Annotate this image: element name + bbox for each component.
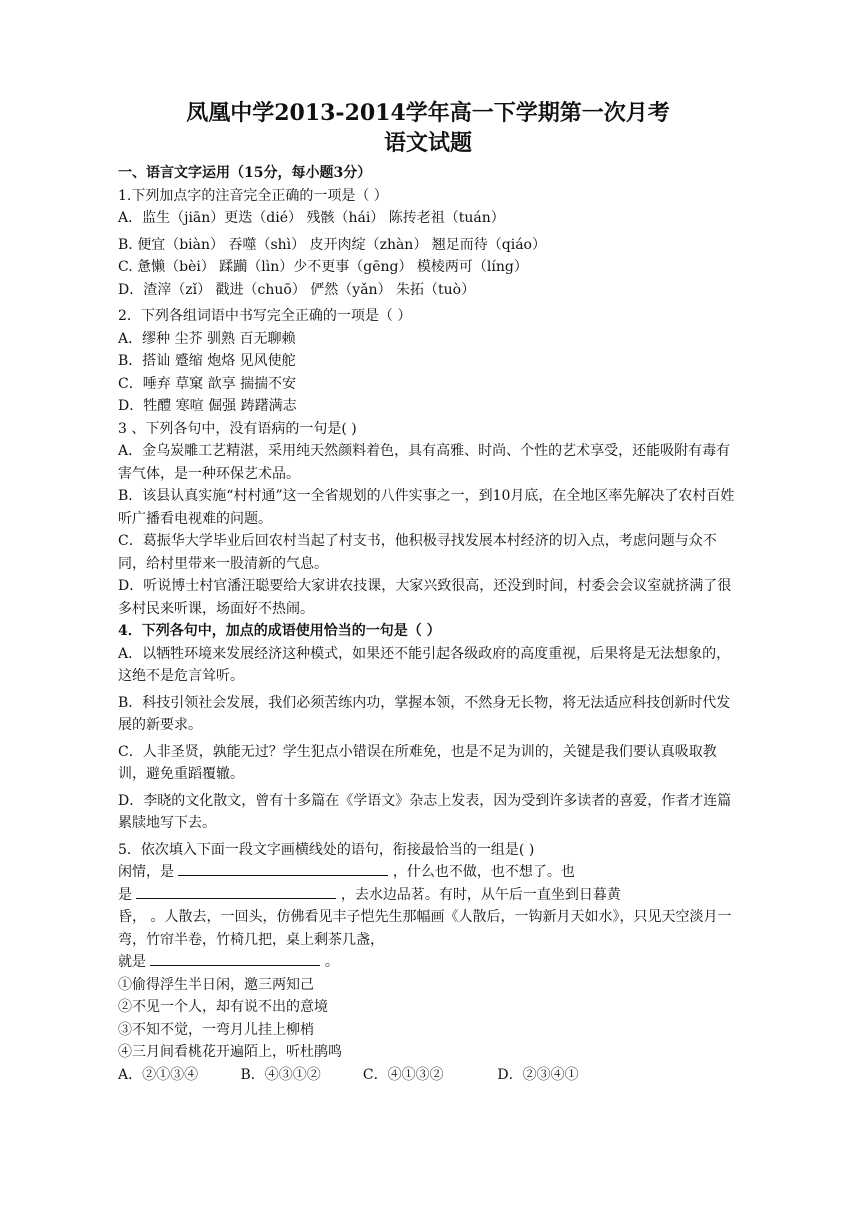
q5-answer-d: D．②③④① <box>497 1066 579 1083</box>
q1-option-a: A．监生（jiān）更迭（dié） 残骸（hái） 陈抟老祖（tuán） <box>118 210 505 226</box>
fill-blank-1[interactable] <box>178 861 388 876</box>
q1-stem: 1.下列加点字的注音完全正确的一项是（ ） <box>118 187 388 204</box>
exam-title: 凤凰中学2013-2014学年高一下学期第一次月考 <box>186 100 670 126</box>
q5-item-1: ①偷得浮生半日闲，邀三两知己 <box>118 976 314 993</box>
q5-stem: 5．依次填入下面一段文字画横线处的语句，衔接最恰当的一组是( ) <box>118 841 535 858</box>
q1-option-c: C. 惫懒（bèi） 蹂躏（lìn）少不更事（gēng） 模棱两可（líng） <box>118 259 528 275</box>
q2-option-b: B．搭讪 蹙缩 炮烙 见风使舵 <box>118 353 296 369</box>
section-heading: 一、语言文字运用（15分，每小题3分） <box>118 165 372 181</box>
q1-option-b: B. 便宜（biàn） 吞噬（shì） 皮开肉绽（zhàn） 翘足而待（qiáo） <box>118 236 546 253</box>
q5-passage-line2 <box>118 884 738 907</box>
q5-passage-line3: 昏， 。人散去，一回头，仿佛看见丰子恺先生那幅画《人散后，一钩新月天如水》，只见天空淡月一弯，竹帘半卷，竹椅几把，桌上剩茶几盏， <box>118 909 732 948</box>
q4-option-c: C．人非圣贤，孰能无过？学生犯点小错误在所难免，也是不足为训的，关键是我们要认真吸取教训，避免重蹈覆辙。 <box>118 743 717 782</box>
q5-answer-options <box>118 1064 738 1087</box>
q2-stem: 2．下列各组词语中书写完全正确的一项是（ ） <box>118 308 412 324</box>
q4-option-b: B．科技引领社会发展，我们必须苦练内功，掌握本领，不然身无长物，将无法适应科技创新时代发展的新要求。 <box>118 694 731 733</box>
q5-item-4: ④三月间看桃花开遍陌上，听杜鹃鸣 <box>118 1044 342 1060</box>
q3-option-c: C．葛振华大学毕业后回农村当起了村支书，他积极寻找发展本村经济的切入点，考虑问题与众不同，给村里带来一股清新的气息。 <box>118 533 717 572</box>
fill-blank-2[interactable] <box>136 884 336 899</box>
q5-item-3: ③不知不觉，一弯月儿挂上柳梢 <box>118 1021 314 1038</box>
q5-item-2: ②不见一个人，却有说不出的意境 <box>118 999 328 1015</box>
exam-page <box>118 98 738 1086</box>
q3-option-d: D．听说博士村官潘汪聪要给大家讲农技课，大家兴致很高，还没到时间，村委会会议室就挤满了很多村民来听课，场面好不热闹。 <box>118 578 732 617</box>
q4-option-a: A．以牺牲环境来发展经济这种模式，如果还不能引起各级政府的高度重视，后果将是无法想象的，这绝不是危言耸听。 <box>118 645 731 684</box>
q3-stem: 3 、下列各句中，没有语病的一句是( ) <box>118 420 357 437</box>
q5-answer-c: C．④①③② <box>362 1066 444 1083</box>
q2-option-c: C．唾弃 草窠 歆享 揣揣不安 <box>118 375 297 392</box>
q4-stem: 4．下列各句中，加点的成语使用恰当的一句是（ ） <box>118 623 441 639</box>
q2-option-a: A．缪种 尘芥 驯熟 百无聊赖 <box>118 330 296 347</box>
q3-option-a: A．金乌炭雕工艺精湛，采用纯天然颜料着色，具有高雅、时尚、个性的艺术享受，还能吸附有毒有害气体，是一种环保艺术品。 <box>118 443 731 482</box>
q5-passage-line4 <box>118 951 738 974</box>
q2-option-d: D．牲醴 寒喧 倔强 踌躇满志 <box>118 398 297 414</box>
q5-text: ，什么也不做，也不想了。也 <box>392 864 575 880</box>
q3-option-b: B．该县认真实施“村村通”这一全省规划的八件实事之一，到10月底，在全地区率先解决了农村百姓听广播看电视难的问题。 <box>118 488 735 527</box>
q5-answer-a: A．②①③④ <box>118 1066 199 1083</box>
q5-passage-line1 <box>118 861 738 884</box>
q5-text: 闲情，是 <box>118 864 174 880</box>
q5-text: ，去水边品茗。有时，从午后一直坐到日暮黄 <box>340 886 621 903</box>
q5-text: 是 <box>118 886 132 903</box>
q5-answer-b: B．④③①② <box>240 1066 321 1083</box>
q5-text: 就是 <box>118 954 146 970</box>
exam-subtitle: 语文试题 <box>383 130 472 156</box>
q4-option-d: D．李晓的文化散文，曾有十多篇在《学语文》杂志上发表，因为受到许多读者的喜爱，作者才连篇累牍地写下去。 <box>118 792 732 831</box>
fill-blank-3[interactable] <box>150 951 320 966</box>
q5-text: 。 <box>324 954 339 970</box>
q1-option-d: D．渣滓（zǐ） 戳进（chuō） 俨然（yǎn） 朱拓（tuò） <box>118 281 476 298</box>
